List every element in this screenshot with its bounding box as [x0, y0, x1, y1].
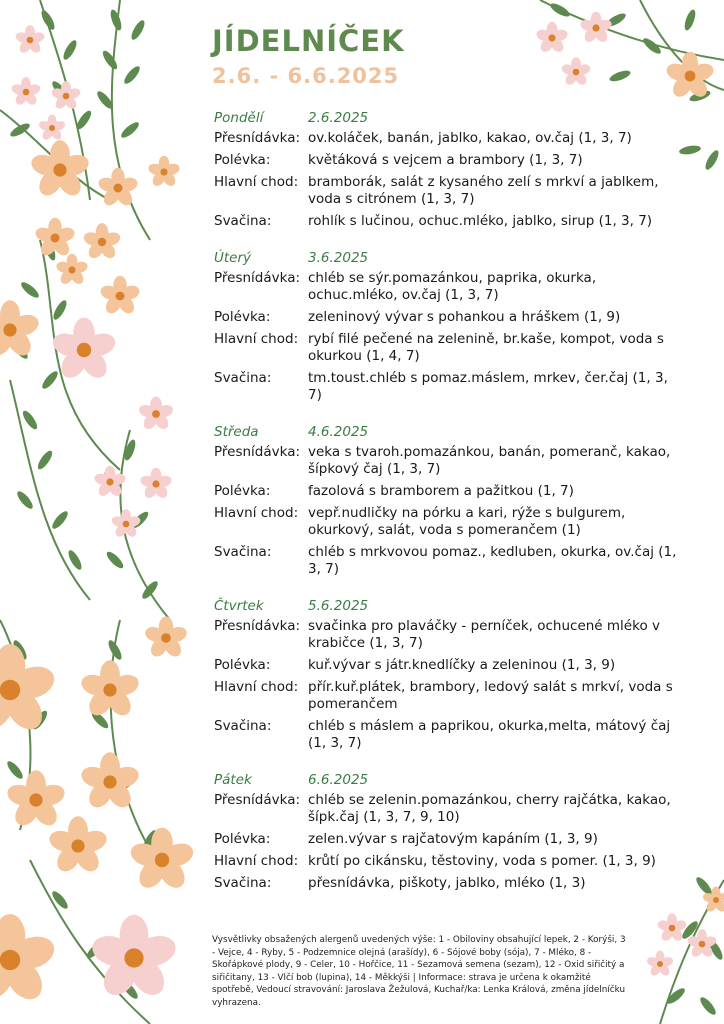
- meal-row: [214, 875, 684, 892]
- day-monday: [214, 104, 684, 230]
- day-name: Pátek: [214, 772, 252, 788]
- meal-text: chléb s máslem a paprikou, okurka,melta, mátový čaj (1, 3, 7): [308, 718, 671, 751]
- meal-text: fazolová s bramborem a pažitkou (1, 7): [308, 483, 574, 499]
- meal-label: Svačina:: [214, 718, 272, 734]
- meal-text: přír.kuř.plátek, brambory, ledový salát s mrkví, voda s pomerančem: [308, 679, 673, 712]
- menu-list: [214, 104, 684, 906]
- day-date: 4.6.2025: [308, 424, 369, 440]
- meal-row: [214, 130, 684, 147]
- meal-label: Přesnídávka:: [214, 130, 301, 146]
- page-title: JÍDELNÍČEK: [212, 24, 405, 58]
- day-header: [214, 418, 684, 440]
- meal-text: krůtí po cikánsku, těstoviny, voda s pomer. (1, 3, 9): [308, 853, 656, 869]
- day-header: [214, 104, 684, 126]
- meal-label: Svačina:: [214, 544, 272, 560]
- meal-text: chléb se sýr.pomazánkou, paprika, okurka, ochuc.mléko, ov.čaj (1, 3, 7): [308, 270, 597, 303]
- meal-text: rohlík s lučinou, ochuc.mléko, jablko, sirup (1, 3, 7): [308, 213, 653, 229]
- day-wednesday: [214, 418, 684, 578]
- meal-row: [214, 331, 684, 365]
- meal-text: chléb s mrkvovou pomaz., kedluben, okurka, ov.čaj (1, 3, 7): [308, 544, 677, 577]
- meal-label: Hlavní chod:: [214, 853, 299, 869]
- meal-label: Svačina:: [214, 213, 272, 229]
- meal-row: [214, 152, 684, 169]
- day-name: Pondělí: [214, 110, 264, 126]
- meal-label: Polévka:: [214, 309, 271, 325]
- meal-text: veka s tvaroh.pomazánkou, banán, pomeranč, kakao, šípkový čaj (1, 3, 7): [308, 444, 671, 477]
- meal-text: zeleninový vývar s pohankou a hráškem (1, 9): [308, 309, 621, 325]
- meal-row: [214, 853, 684, 870]
- meal-label: Polévka:: [214, 831, 271, 847]
- meal-label: Svačina:: [214, 875, 272, 891]
- meal-row: [214, 544, 684, 578]
- meal-row: [214, 174, 684, 208]
- day-date: 5.6.2025: [308, 598, 369, 614]
- meal-row: [214, 370, 684, 404]
- allergen-footnote: Vysvětlivky obsažených alergenů uvedených výše: 1 - Obiloviny obsahující lepek, 2 - Korýši, 3 - Vejce, 4 - Ryby, 5 - Podzemnice olejná (arašídy), 6 - Sójové boby (sója), 7 - Mléko, 8 - Skořápkové plody, 9 - Celer, 10 - Hořčice, 11 - Sezamová semena (sezam), 12 - Oxid siřičitý a siřičitany, 13 - Vlčí bob (lupina), 14 - Měkkýši | Informace: strava je určena k okamžité spotřebě, Vedoucí stravování: Jaroslava Žežulová, Kuchař/ka: Lenka Králová, změna jídelníčku vyhrazena.: [212, 935, 626, 1008]
- meal-label: Hlavní chod:: [214, 505, 299, 521]
- day-name: Středa: [214, 424, 259, 440]
- meal-text: květáková s vejcem a brambory (1, 3, 7): [308, 152, 583, 168]
- meal-text: tm.toust.chléb s pomaz.máslem, mrkev, čer.čaj (1, 3, 7): [308, 370, 668, 403]
- meal-text: zelen.vývar s rajčatovým kapáním (1, 3, 9): [308, 831, 598, 847]
- meal-row: [214, 270, 684, 304]
- meal-label: Hlavní chod:: [214, 331, 299, 347]
- meal-label: Polévka:: [214, 152, 271, 168]
- meal-row: [214, 483, 684, 500]
- day-thursday: [214, 592, 684, 752]
- meal-row: [214, 444, 684, 478]
- day-name: Úterý: [214, 250, 252, 266]
- meal-row: [214, 831, 684, 848]
- day-tuesday: [214, 244, 684, 404]
- day-date: 2.6.2025: [308, 110, 369, 126]
- day-date: 3.6.2025: [308, 250, 369, 266]
- meal-text: bramborák, salát z kysaného zelí s mrkví a jablkem, voda s citrónem (1, 3, 7): [308, 174, 659, 207]
- meal-text: přesnídávka, piškoty, jablko, mléko (1, 3): [308, 875, 586, 891]
- meal-row: [214, 309, 684, 326]
- meal-label: Přesnídávka:: [214, 618, 301, 634]
- day-name: Čtvrtek: [214, 598, 264, 614]
- day-header: [214, 766, 684, 788]
- meal-label: Hlavní chod:: [214, 679, 299, 695]
- meal-row: [214, 718, 684, 752]
- meal-row: [214, 213, 684, 230]
- day-header: [214, 244, 684, 266]
- week-dates: 2.6. - 6.6.2025: [212, 64, 400, 88]
- meal-label: Hlavní chod:: [214, 174, 299, 190]
- meal-label: Přesnídávka:: [214, 444, 301, 460]
- day-header: [214, 592, 684, 614]
- meal-row: [214, 679, 684, 713]
- meal-label: Svačina:: [214, 370, 272, 386]
- meal-row: [214, 618, 684, 652]
- meal-text: vepř.nudličky na pórku a kari, rýže s bulgurem, okurkový, salát, voda s pomerančem (1): [308, 505, 626, 538]
- meal-row: [214, 505, 684, 539]
- meal-text: ov.koláček, banán, jablko, kakao, ov.čaj (1, 3, 7): [308, 130, 632, 146]
- meal-text: kuř.vývar s játr.knedlíčky a zeleninou (1, 3, 9): [308, 657, 616, 673]
- meal-text: svačinka pro plaváčky - perníček, ochucené mléko v krabičce (1, 3, 7): [308, 618, 660, 651]
- meal-row: [214, 657, 684, 674]
- meal-label: Polévka:: [214, 483, 271, 499]
- meal-label: Polévka:: [214, 657, 271, 673]
- meal-label: Přesnídávka:: [214, 270, 301, 286]
- day-date: 6.6.2025: [308, 772, 369, 788]
- day-friday: [214, 766, 684, 892]
- meal-text: rybí filé pečené na zelenině, br.kaše, kompot, voda s okurkou (1, 4, 7): [308, 331, 664, 364]
- meal-label: Přesnídávka:: [214, 792, 301, 808]
- meal-text: chléb se zelenin.pomazánkou, cherry rajčátka, kakao, šípk.čaj (1, 3, 7, 9, 10): [308, 792, 671, 825]
- meal-row: [214, 792, 684, 826]
